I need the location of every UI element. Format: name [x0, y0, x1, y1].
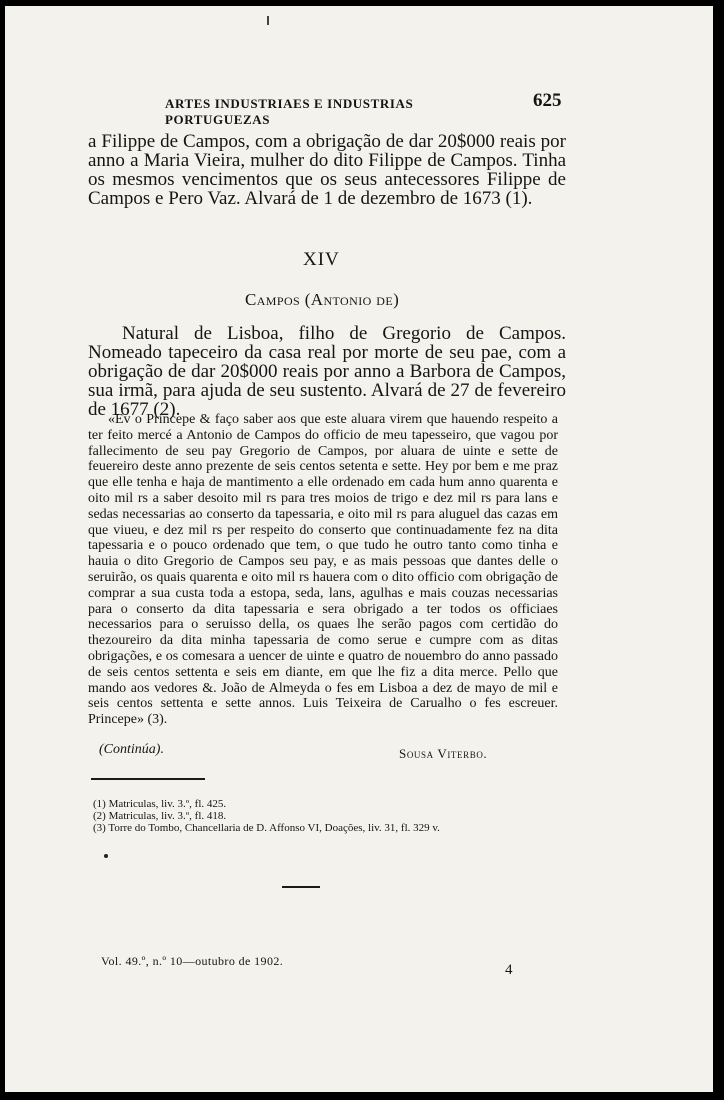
page-number: 625 [533, 90, 562, 111]
footnotes [93, 798, 553, 834]
quotation: «Ev o Princepe & faço saber aos que este aluara virem que hauendo respeito a ter feito mercé a Antonio de Campos do officio de meu tapesseiro, que vagou por fallecimento de seu pay Gregorio de Campos, por aluara de uinte e sette de feuereiro deste anno prezente de seis centos setenta e sette. Hey por bem e me praz que elle tenha e haja de mantimento a elle ordenado em cada hum anno quarenta e oito mil rs a saber desoito mil rs para tres moios de trigo e dez mil rs para lans e sedas necessarias ao conserto da tapessaria, e oito mil rs para aluguel das cazas em que viueu, e dez mil rs per respeito do conserto que continuadamente fez na dita tapessaria e o pouco ordenado que tem, o que tudo he outro tanto como tinha e hauia o dito Gregorio de Campos seu pay, e as mais pessoas que dantes delle o seruirão, os quais quarenta e oito mil rs hauera com o dito officio com obrigação de comprar a sua custa toda a estopa, seda, lans, agulhas e mais couzas necessarias para o conserto da dita tapessaria e sera obrigado a ter todos os officiaes necessarios para o seruisso della, os quaes lhe serão pagos com certidão do thezoureiro da dita minha tapessaria de como serue e cumpre com as ditas obrigações, e os comesara a uencer de uinte e quatro de nouembro do anno passado de seis centos settenta e seis em diante, em que lhe fiz a dita merce. Pello que mando aos vedores &. João de Almeyda o fes em Lisboa a dez de mayo de mil e seis centos settenta e sette annos. Luis Teixeira de Carualho o fes escreuer. Princepe» (3). [88, 412, 558, 728]
section-number: XIV [303, 249, 340, 270]
end-rule [282, 886, 320, 888]
ink-dot [104, 854, 108, 858]
continua-note: (Continúa). [99, 742, 164, 757]
running-title: ARTES INDUSTRIAES E INDUSTRIAS PORTUGUEZAS [165, 96, 414, 127]
footnote-rule [91, 778, 205, 780]
footnote-3: (3) Torre do Tombo, Chancellaria de D. Affonso VI, Doações, liv. 31, fl. 329 v. [93, 822, 440, 834]
author-signature: Sousa Viterbo. [399, 746, 488, 761]
book-page [5, 6, 713, 1092]
paragraph-top: a Filippe de Campos, com a obrigação de dar 20$000 reais por anno a Maria Vieira, mulher do dito Filippe de Campos. Tinha os mesmos vencimentos que os seus antecessores Filippe de Campos e Pero Vaz. Alvará de 1 de dezembro de 1673 (1). [88, 131, 566, 209]
footnote-2: (2) Matriculas, liv. 3.º, fl. 418. [93, 810, 227, 822]
paragraph-main: Natural de Lisboa, filho de Gregorio de Campos. Nomeado tapeceiro da casa real por morte de seu pae, com a obrigação de dar 20$000 reais por anno a Barbora de Campos, sua irmã, para ajuda de seu sustento. Alvará de 27 de fevereiro de 1677 (2). [88, 323, 566, 420]
signature-number: 4 [505, 962, 513, 978]
footnote-1: (1) Matriculas, liv. 3.º, fl. 425. [93, 798, 227, 810]
section-title: Campos (Antonio de) [245, 290, 400, 309]
journal-reference: Vol. 49.º, n.º 10—outubro de 1902. [101, 954, 284, 968]
print-speck [267, 16, 269, 25]
